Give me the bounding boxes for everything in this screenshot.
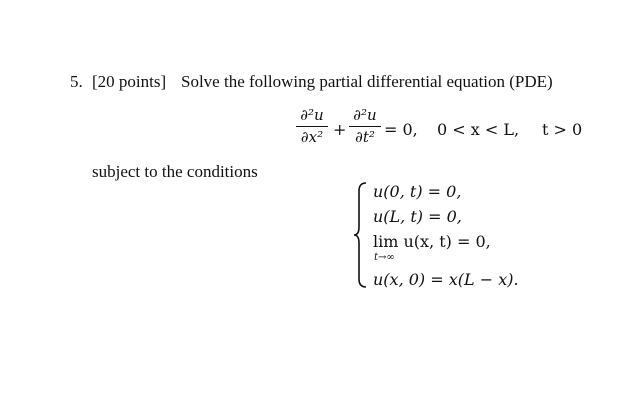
fraction-denominator: ∂x² (300, 128, 324, 146)
problem-number: 5. (70, 72, 83, 91)
plus-sign: + (333, 120, 347, 139)
limit-subscript: t→∞ (374, 252, 395, 263)
fraction-d2u-dx2 (296, 107, 328, 146)
fraction-denominator: ∂t² (355, 128, 375, 146)
fraction-numerator: ∂²u (300, 106, 324, 124)
condition-boundary-right: u(L, t) = 0, (373, 207, 462, 226)
points-label: [20 points] (92, 72, 167, 91)
fraction-d2u-dt2 (349, 107, 381, 146)
problem-statement: Solve the following partial differential equation (PDE) (181, 72, 553, 91)
domain-x: 0 < x < L, (437, 120, 520, 139)
subject-text: subject to the conditions (92, 162, 258, 181)
fraction-numerator: ∂²u (353, 106, 377, 124)
fraction-bar (349, 126, 381, 127)
equation-rhs: = 0, (384, 120, 418, 139)
left-brace (352, 181, 368, 289)
condition-initial: u(x, 0) = x(L − x). (373, 270, 519, 289)
condition-boundary-left: u(0, t) = 0, (373, 182, 462, 201)
domain-t: t > 0 (542, 120, 583, 139)
fraction-bar (296, 126, 328, 127)
condition-limit: lim u(x, t) = 0, (373, 232, 491, 251)
